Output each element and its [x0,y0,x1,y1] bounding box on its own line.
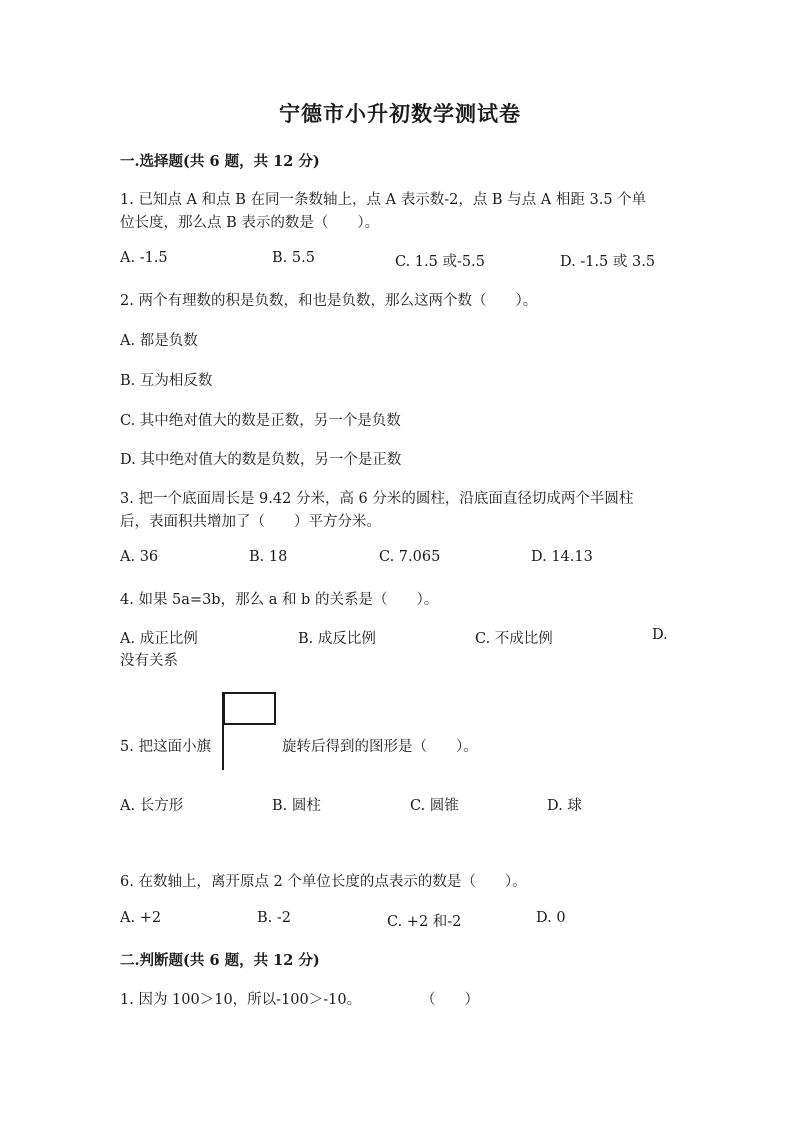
question-3-option-b: B. 18 [249,549,288,565]
question-4-option-c: C. 不成比例 [475,631,553,647]
question-4-option-a: A. 成正比例 [120,631,198,647]
question-6-text: 6. 在数轴上，离开原点 2 个单位长度的点表示的数是（ ）。 [120,874,527,890]
section-heading-choice: 一.选择题(共 6 题，共 12 分) [120,153,320,170]
question-2-option-a: A. 都是负数 [120,333,198,349]
judgment-1-blank: （ ） [421,992,479,1008]
question-2-option-d: D. 其中绝对值大的数是负数，另一个是正数 [120,452,402,468]
flag-icon [223,692,276,725]
question-1-text-cont: 位长度，那么点 B 表示的数是（ ）。 [120,215,380,231]
question-6-option-c: C. +2 和-2 [387,914,462,930]
question-4-text: 4. 如果 5a=3b，那么 a 和 b 的关系是（ ）。 [120,592,439,608]
question-6-option-d: D. 0 [536,910,566,926]
question-1-option-c: C. 1.5 或-5.5 [395,254,485,270]
question-6-option-b: B. -2 [257,910,291,926]
question-1-option-d: D. -1.5 或 3.5 [560,254,656,270]
question-3-option-c: C. 7.065 [379,549,441,565]
question-1-text: 1. 已知点 A 和点 B 在同一条数轴上，点 A 表示数-2，点 B 与点 A 相距 3.5 个单 [120,192,647,208]
judgment-1-text: 1. 因为 100＞10，所以-100＞-10。 [120,992,362,1008]
section-heading-judgment: 二.判断题(共 6 题，共 12 分) [120,952,320,969]
question-4-option-d: D. [652,627,668,643]
question-1-option-a: A. -1.5 [120,250,168,266]
question-2-option-c: C. 其中绝对值大的数是正数，另一个是负数 [120,413,401,429]
question-5-text-cont: 旋转后得到的图形是（ ）。 [282,739,478,755]
question-6-option-a: A. +2 [120,910,162,926]
question-5-option-d: D. 球 [547,798,582,814]
question-3-text-cont: 后，表面积共增加了（ ）平方分米。 [120,514,381,530]
question-1-option-b: B. 5.5 [272,250,315,266]
question-3-option-d: D. 14.13 [531,549,593,565]
question-4-option-d-text: 没有关系 [120,653,178,669]
page-title: 宁德市小升初数学测试卷 [279,101,521,126]
question-4-option-b: B. 成反比例 [298,631,376,647]
question-5-text: 5. 把这面小旗 [120,739,211,755]
question-5-option-a: A. 长方形 [120,798,184,814]
question-2-option-b: B. 互为相反数 [120,373,213,389]
question-2-text: 2. 两个有理数的积是负数，和也是负数，那么这两个数（ ）。 [120,293,538,309]
question-5-option-b: B. 圆柱 [272,798,321,814]
question-3-option-a: A. 36 [120,549,159,565]
question-5-option-c: C. 圆锥 [410,798,459,814]
question-3-text: 3. 把一个底面周长是 9.42 分米，高 6 分米的圆柱，沿底面直径切成两个半圆柱 [120,491,634,507]
